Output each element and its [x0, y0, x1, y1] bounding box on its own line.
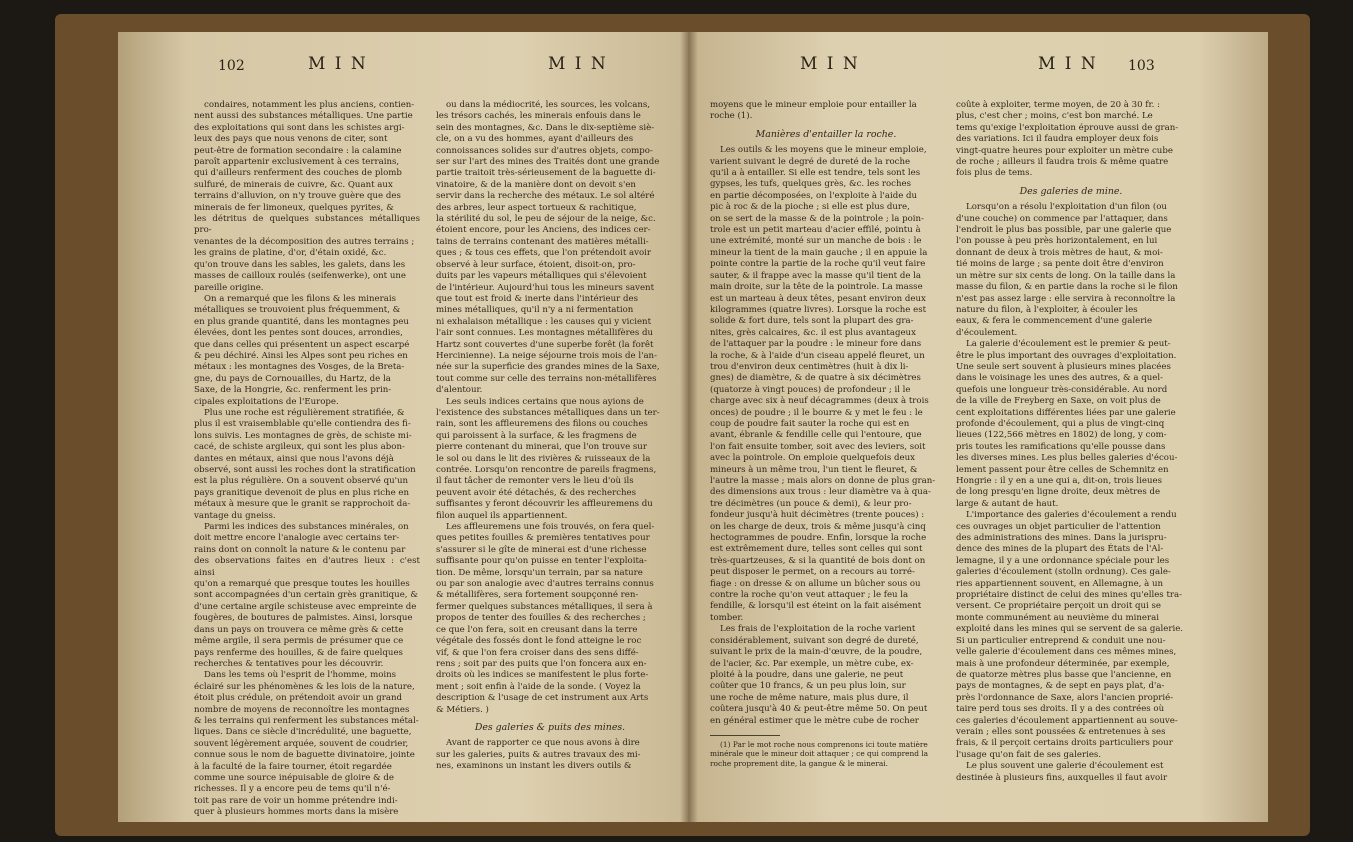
paragraph: La galerie d'écoulement est le premier & peut- être le plus important des ouvrages d'exploitation. Une seule sert souvent à plusieurs mines placées dans le voisinage les unes des autres, & a quel- quefois une longueur très-considérable. Au nord de la ville de Freyberg en Saxe, on voit plus de cent exploitations différentes liées par une galerie profonde d'écoulement, qui a plus de vingt-cinq lieues (122,566 mètres en 1802) de long, y com- pris toutes les ramifications qu'elle pousse dans les diverses mines. Les plus belles galeries d'écou- lement passent pour être celles de Schemnitz en Hongrie : il y en a une qui a, dit-on, trois lieues de long presqu'en ligne droite, deux mètres de large & autant de haut. — [956, 339, 1178, 509]
paragraph: L'importance des galeries d'écoulement a rendu ces ouvrages un objet particulier de l'attention des administrations des mines. Dans la jurispru- dence des mines de la plupart des États de l'Al- lemagne, il y a une ordonnance spéciale pour les galeries d'écoulement (stolln ordnung). Ces gale- ries appartiennent souvent, en Allemagne, à un propriétaire distinct de celui des mines qu'elles tra- versent. Ce propriétaire perçoit un droit qui se monte communément au neuvième du minerai exploité dans les mines qui se servent de sa galerie. Si un particulier entreprend & conduit une nou- velle galerie d'écoulement dans ces mêmes mines, mais à une profondeur déterminée, par exemple, de quatorze mètres plus basse que l'ancienne, en pays de montagnes, & de sept en pays plat, d'a- près l'ordonnance de Saxe, alors l'ancien proprié- taire perd tous ses droits. Il y a des contrées où ces galeries d'écoulement appartiennent au souve- verain ; elles sont poussées & entretenues à ses frais, & il perçoit certains droits particuliers pour l'usage qu'on fait de ses galeries. — [956, 510, 1184, 760]
book-gutter — [680, 32, 698, 822]
paragraph: Lorsqu'on a résolu l'exploitation d'un filon (ou d'une couche) on commence par l'attaquer, dans l'endroit le plus bas possible, par une galerie que l'on pousse à peu près horizontalement, en lui donnant de deux à trois mètres de haut, & moi- tié moins de large ; sa pente doit être d'environ un mètre sur six cents de long. On la taille dans la masse du filon, & en partie dans la roche si le filon n'est pas assez large : elle servira à reconnoître la nature du filon, à l'exploiter, à écouler les eaux, & fera le commencement d'une galerie d'écoulement. — [956, 202, 1178, 338]
paragraph: coûte à exploiter, terme moyen, de 20 à 30 fr. : plus, c'est cher ; moins, c'est bon marché. Le tems qu'exige l'exploitation éprouve aussi de gran- des variations. Ici il faudra employer deux fois vingt-quatre heures pour exploiter un mètre cube de roche ; ailleurs il faudra trois & même quatre fois plus de tems. — [956, 100, 1179, 179]
left-page-number: 102 — [218, 58, 245, 74]
footnote: (1) Par le mot roche nous comprenons ici toute matière minérale que le mineur doit attaquer ; ce qui comprend la roche proprement dite, la gangue & le minerai. — [710, 739, 929, 768]
paragraph: Plus une roche est régulièrement stratifiée, & plus il est vraisemblable qu'elle contiendra des fi- lons suivis. Les montagnes de grès, de schiste mi- cacé, de schiste argileux, qui sont les plus abon- dantes en métaux, ainsi que nous l'avons déjà observé, sont aussi les roches dont la stratification est la plus régulière. On a souvent observé qu'un pays granitique devenoit de plus en plus riche en métaux à mesure que le granit se rapprochoit da- vantage du gneiss. — [194, 407, 416, 521]
paragraph: Avant de rapporter ce que nous avons à dire sur les galeries, puits & autres travaux des mi- nes, examinons un instant les divers outils & — [436, 738, 641, 772]
paragraph: Les frais de l'exploitation de la roche varient considérablement, suivant son degré de dureté, suivant le prix de la main-d'œuvre, de la poudre, de l'acier, &c. Par exemple, un mètre cube, ex- ploité à la poudre, dans une galerie, ne peut coûter que 10 francs, & un peu plus loin, sur une roche de même nature, mais plus dure, il coûtera jusqu'à 40 & peut-être même 50. On peut en général estimer que le mètre cube de rocher — [710, 624, 928, 726]
left-column-2 — [436, 100, 664, 773]
right-page-number: 103 — [1128, 58, 1155, 74]
paragraph: condaires, notamment les plus anciens, contien- nent aussi des substances métalliques. Une partie des exploitations qui sont dans les schistes argi- leux des pays que nous venons de citer, sont peut-être de formation secondaire : la calamine paroît appartenir exclusivement à ces terrains, qui d'ailleurs renferment des couches de plomb sulfuré, de minerais de cuivre, &c. Quant aux terrains d'alluvion, on n'y trouve guère que des minerais de fer limoneux, quelques pyrites, & les détritus de quelques substances métalliques pro- venantes de la décomposition des autres terrains ; les grains de platine, d'or, d'étain oxidé, &c. qu'on trouve dans les sables, les galets, dans les masses de cailloux roulés (seifenwerke), ont une pareille origine. — [194, 100, 420, 293]
paragraph: ou dans la médiocrité, les sources, les volcans, les trésors cachés, les minerais enfouis dans le sein des montagnes, &c. Dans le dix-septième siè- cle, on a vu des hommes, ayant d'ailleurs des connoissances solides sur d'autres objets, compo- ser sur l'art des mines des Traités dont une grande partie traitoit très-sérieusement de la baguette di- vinatoire, & de la manière dont on devoit s'en servir dans la recherche des métaux. Le sol altéré des arbres, leur aspect tortueux & rachitique, la stérilité du sol, le peu de séjour de la neige, &c. étoient encore, pour les Anciens, des indices cer- tains de terrains contenant des matières métalli- ques ; & tous ces effets, que l'on prétendoit avoir observé à leur surface, étoient, disoit-on, pro- duits par les vapeurs métalliques qui s'élevoient de l'intérieur. Aujourd'hui tous les mineurs savent que tout est froid & inerte dans l'intérieur des mines métalliques, qu'il n'y a ni fermentation ni exhalaison métallique : les causes qui y vicient l'air sont connues. Les montagnes métallifères du Hartz sont couvertes d'une superbe forêt (la forêt Hercinienne). La neige séjourne trois mois de l'an- née sur la superficie des grandes mines de la Saxe, tout comme sur celle des terrains non-métallifères d'alentour. — [436, 100, 660, 396]
footnote-rule — [710, 735, 780, 736]
right-page — [688, 32, 1268, 822]
left-column-1 — [194, 100, 420, 819]
left-page — [118, 32, 688, 822]
left-running-head-2: M I N — [548, 54, 608, 74]
right-column-2 — [956, 100, 1186, 784]
paragraph: Les seuls indices certains que nous ayions de l'existence des substances métalliques dans un ter- rain, sont les affleuremens des filons ou couches qui paroissent à la surface, & les fragmens de pierre contenant du minerai, que l'on trouve sur le sol ou dans le lit des rivières & ruisseaux de la contrée. Lorsqu'on rencontre de pareils fragmens, il faut tâcher de remonter vers le lieu d'où ils peuvent avoir été détachés, & des recherches suffisantes y feront découvrir les affleuremens du filon auquel ils appartiennent. — [436, 396, 660, 521]
paragraph: moyens que le mineur emploie pour entailler la roche (1). — [710, 100, 917, 122]
right-column-1 — [710, 100, 942, 768]
left-running-head-1: M I N — [308, 54, 368, 74]
paragraph: Les outils & les moyens que le mineur emploie, varient suivant le degré de dureté de la roche qu'il a à entailler. Si elle est tendre, tels sont les gypses, les tufs, quelques grès, &c. les roches en partie décomposées, on l'exploite à l'aide du pic à roc & de la pioche ; si elle est plus dure, on se sert de la masse & de la pointrole ; la poin- trole est un petit marteau d'acier effilé, pointu à une extrémité, monté sur un manche de bois : le mineur la tient de la main gauche ; il en appuie la pointe contre la partie de la roche qu'il veut faire sauter, & il frappe avec la masse qu'il tient de la main droite, sur la tête de la pointrole. La masse est un marteau à deux têtes, pesant environ deux kilogrammes (quatre livres). Lorsque la roche est solide & fort dure, tels sont la plupart des gra- nites, grès calcaires, &c. il est plus avantageux de l'attaquer par la poudre : le mineur fore dans la roche, & à l'aide d'un ciseau appelé fleuret, un trou d'environ deux centimètres (huit à dix li- gnes) de diamètre, & de quatre à six décimètres (quatorze à vingt pouces) de profondeur ; il le charge avec six à neuf décagrammes (deux à trois onces) de poudre ; il le bourre & y met le feu : le coup de poudre fait sauter la roche qui est en avant, ébranle & fendille celle qui l'entoure, que l'on fait ensuite tomber, soit avec des leviers, soit avec la pointrole. On emploie quelquefois deux mineurs à un même trou, l'un tient le fleuret, & l'autre la masse ; mais alors on donne de plus gran- des dimensions aux trous : leur diamètre va à qua- tre décimètres (un pouce & demi), & leur pro- fondeur jusqu'à huit décimètres (trente pouces) : on les charge de deux, trois & même jusqu'à cinq hectogrammes de poudre. Enfin, lorsque la roche est extrêmement dure, telles sont celles qui sont très-quartzeuses, & si la quantité de bois dont on peut disposer le permet, on a recours au torré- fiage : on dresse & on allume un bûcher sous ou contre la roche qu'on veut attaquer ; le feu la fendille, & lorsqu'il est éteint on la fait aisément tomber. — [710, 145, 936, 623]
paragraph: Dans les tems où l'esprit de l'homme, moins éclairé sur les phénomènes & les lois de la nature, étoit plus crédule, on prétendoit avoir un grand nombre de moyens de reconnoître les montagnes & les terrains qui renferment les substances métal- liques. Dans ce siècle d'incrédulité, une baguette, souvent légèrement arquée, souvent de coudrier, connue sous le nom de baguette divinatoire, jointe à la faculté de la faire tourner, étoit regardée comme une source inépuisable de gloire & de richesses. Il y a encore peu de tems qu'il n'é- toit pas rare de voir un homme prétendre indi- quer à plusieurs hommes morts dans la misère — [194, 670, 419, 818]
paragraph: On a remarqué que les filons & les minerais métalliques se trouvoient plus fréquemment, & en plus grande quantité, dans les montagnes peu élevées, dont les pentes sont douces, arrondies, que dans celles qui présentent un aspect escarpé & peu déchiré. Ainsi les Alpes sont peu riches en métaux : les montagnes des Vosges, de la Breta- gne, du pays de Cornouailles, du Hartz, de la Saxe, de la Hongrie, &c. renferment les prin- cipales exploitations de l'Europe. — [194, 293, 410, 407]
paragraph: Les affleuremens une fois trouvés, on fera quel- ques petites fouilles & premières tentatives pour s'assurer si le gîte de minerai est d'une richesse suffisante pour qu'on puisse en tenter l'exploita- tion. De même, lorsqu'un terrain, par sa nature ou par son analogie avec d'autres terrains connus & métallifères, sera fortement soupçonné ren- fermer quelques substances métalliques, il sera à propos de tenter des fouilles & des recherches ; ce que l'on fera, soit en creusant dans la terre végétale des fossés dont le fond atteigne le roc vif, & que l'on fera croiser dans des sens diffé- rens ; soit par des puits que l'on foncera aux en- droits où les indices se manifestent le plus forte- ment ; soit enfin à l'aide de la sonde. ( Voyez la description & l'usage de cet instrument aux Arts & Métiers. ) — [436, 522, 655, 715]
paragraph: Parmi les indices des substances minérales, on doit mettre encore l'analogie avec certains ter- rains dont on connoît la nature & le contenu par des observations faites en d'autres lieux : c'est ainsi qu'on a remarqué que presque toutes les houilles sont accompagnées d'un certain grès granitique, & d'une certaine argile schisteuse avec empreinte de fougères, de boutures de palmistes. Ainsi, lorsque dans un pays on trouvera ce même grès & cette même argile, il sera permis de présumer que ce pays renferme des houilles, & de faire quelques recherches & tentatives pour les découvrir. — [194, 522, 420, 669]
paragraph: Le plus souvent une galerie d'écoulement est destinée à plusieurs fins, auxquelles il faut avoir — [956, 761, 1168, 783]
right-running-head-1: M I N — [800, 54, 860, 74]
right-running-head-2: M I N — [1038, 54, 1098, 74]
section-title: Manières d'entailler la roche. — [755, 128, 897, 140]
section-title: Des galeries de mine. — [1019, 185, 1123, 197]
section-title: Des galeries & puits des mines. — [474, 721, 626, 733]
